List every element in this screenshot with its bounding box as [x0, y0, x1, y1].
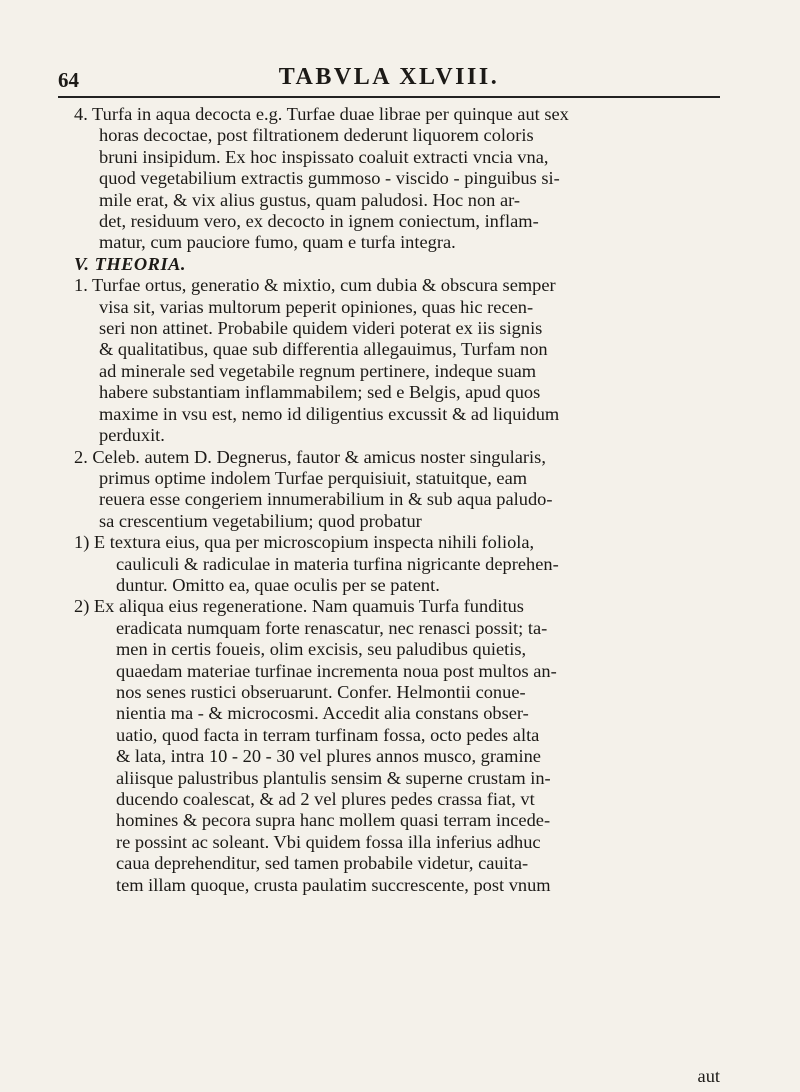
text-line: caua deprehenditur, sed tamen probabile videtur, cauita- [116, 853, 529, 874]
text-line: & qualitatibus, quae sub differentia allegauimus, Turfam non [99, 339, 548, 360]
text-line: habere substantiam inflammabilem; sed e Belgis, apud quos [99, 382, 541, 403]
text-line: quaedam materiae turfinae incrementa noua post multos an- [116, 660, 557, 681]
text-line: eradicata numquam forte renascatur, nec renasci possit; ta- [116, 617, 548, 638]
text-line: quod vegetabilium extractis gummoso - viscido - pinguibus si- [99, 168, 560, 189]
text-line: ad minerale sed vegetabile regnum pertinere, indeque suam [99, 360, 537, 381]
page-header [58, 62, 720, 96]
text-line: sa crescentium vegetabilium; quod probatur [99, 510, 422, 531]
text-line: perduxit. [99, 425, 165, 446]
page-number: 64 [58, 68, 79, 92]
text-line: det, residuum vero, ex decocto in ignem coniectum, inflam- [99, 211, 539, 232]
text-line: homines & pecora supra hanc mollem quasi terram incede- [116, 810, 551, 831]
text-line: seri non attinet. Probabile quidem videri poterat ex iis signis [99, 318, 543, 339]
text-line: visa sit, varias multorum peperit opiniones, quas hic recen- [99, 296, 534, 317]
text-line: 2) Ex aliqua eius regeneratione. Nam quamuis Turfa funditus [74, 596, 524, 617]
text-line: tem illam quoque, crusta paulatim succrescente, post vnum [116, 874, 551, 895]
text-line: primus optime indolem Turfae perquisiuit, statuitque, eam [99, 467, 528, 488]
text-body [74, 104, 720, 896]
text-line: horas decoctae, post filtrationem dederunt liquorem coloris [99, 125, 534, 146]
text-line: duntur. Omitto ea, quae oculis per se patent. [116, 574, 440, 595]
text-line: nos senes rustici obseruarunt. Confer. Helmontii conue- [116, 681, 526, 702]
text-line: 4. Turfa in aqua decocta e.g. Turfae duae librae per quinque aut sex [74, 104, 569, 124]
text-line: aliisque palustribus plantulis sensim & superne crustam in- [116, 767, 551, 788]
running-title: TABVLA XLVIII. [278, 64, 500, 90]
text-line: mile erat, & vix alius gustus, quam paludosi. Hoc non ar- [99, 189, 521, 210]
text-line: & lata, intra 10 - 20 - 30 vel plures annos musco, gramine [116, 746, 541, 767]
text-line: 2. Celeb. autem D. Degnerus, fautor & amicus noster singularis, [74, 446, 546, 467]
text-line: ducendo coalescat, & ad 2 vel plures pedes crassa fiat, vt [116, 789, 535, 809]
text-line: 1) E textura eius, qua per microscopium inspecta nihili foliola, [74, 532, 535, 553]
text-line: men in certis foueis, olim excisis, seu paludibus quietis, [116, 639, 527, 660]
catchword: aut [697, 1066, 720, 1086]
text-line: uatio, quod facta in terram turfinam fossa, octo pedes alta [116, 724, 540, 745]
text-line: bruni insipidum. Ex hoc inspissato coaluit extracti vncia vna, [99, 146, 549, 167]
text-line: reuera esse congeriem innumerabilium in & sub aqua paludo- [99, 489, 553, 510]
text-line: nientia ma - & microcosmi. Accedit alia constans obser- [116, 703, 529, 724]
text-line: matur, cum pauciore fumo, quam e turfa integra. [99, 232, 456, 253]
header-rule [58, 96, 720, 98]
text-line: cauliculi & radiculae in materia turfina nigricante deprehen- [116, 553, 559, 574]
text-line: re possint ac soleant. Vbi quidem fossa illa inferius adhuc [116, 831, 541, 852]
text-line: maxime in vsu est, nemo id diligentius excussit & ad liquidum [99, 403, 560, 424]
section-heading: V. THEORIA. [74, 253, 186, 274]
text-line: 1. Turfae ortus, generatio & mixtio, cum dubia & obscura semper [74, 275, 556, 296]
